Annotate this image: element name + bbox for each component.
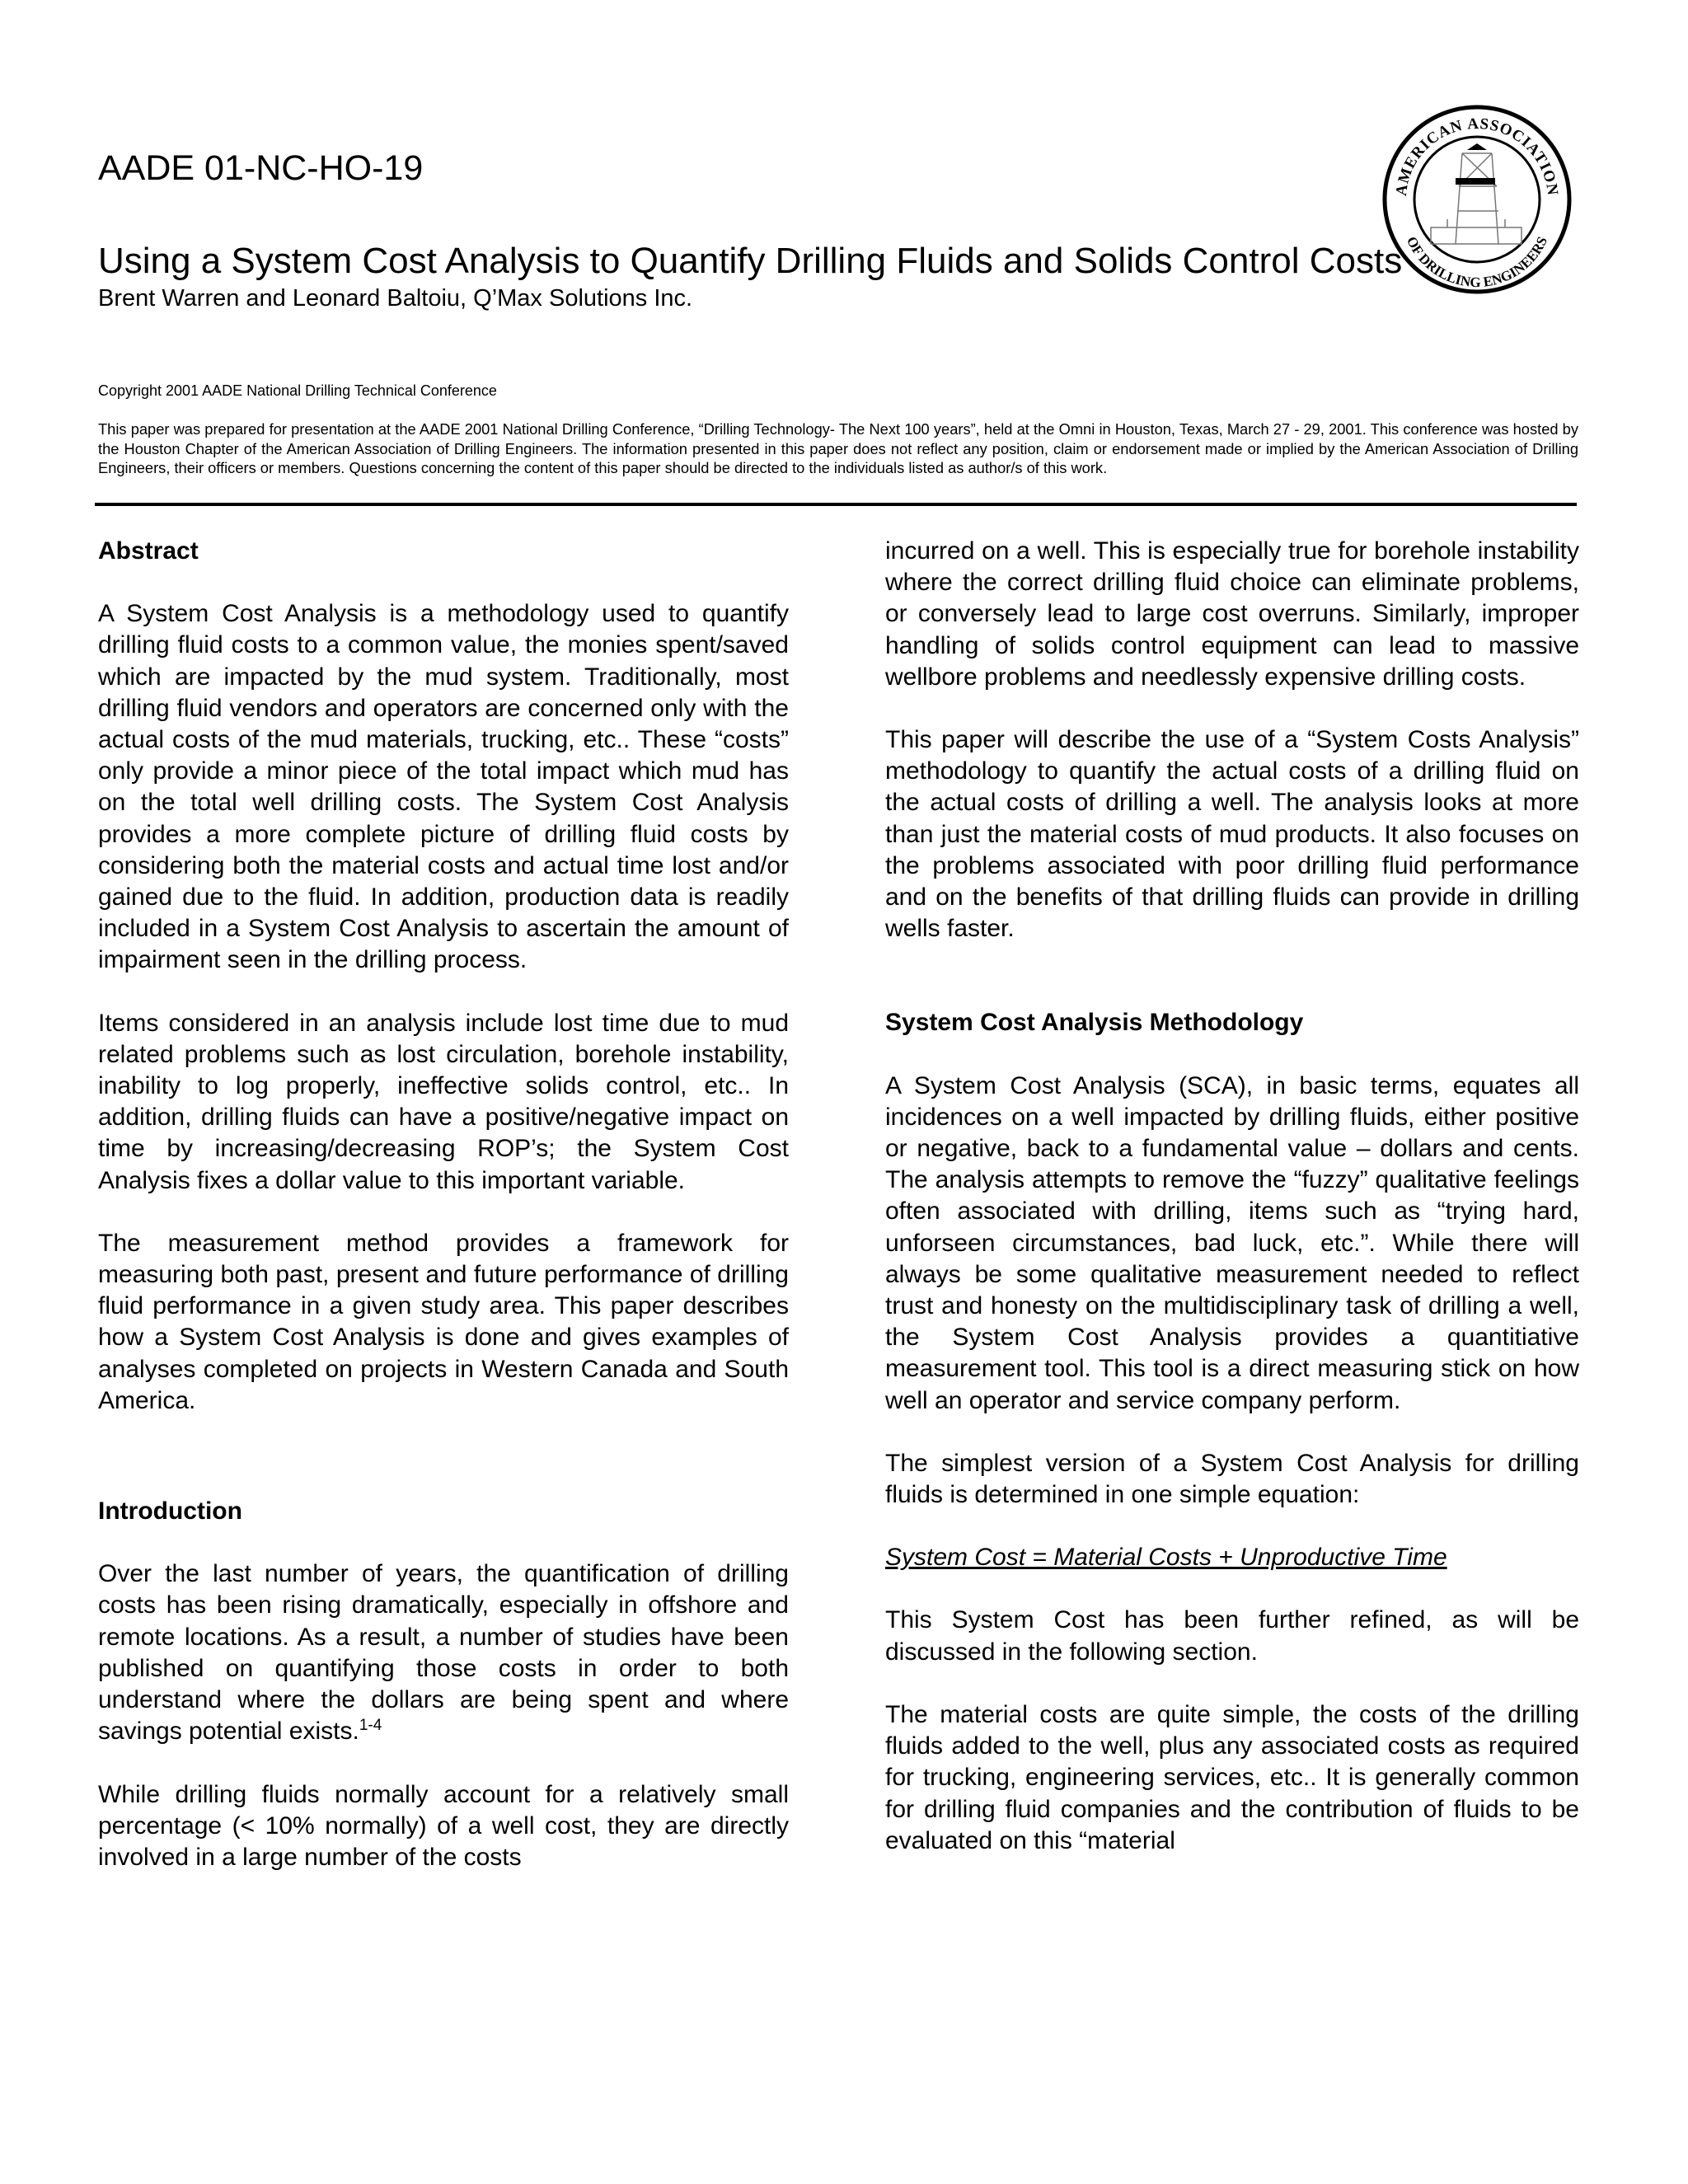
reference-superscript: 1-4: [359, 1717, 382, 1735]
left-column: [98, 536, 789, 1873]
header-divider: [95, 503, 1577, 506]
introduction-paragraph: [98, 1558, 789, 1747]
system-cost-equation: System Cost = Material Costs + Unproductive Time: [885, 1544, 1447, 1572]
abstract-paragraph: Items considered in an analysis include lost time due to mud related problems such as lost circulation, borehole instability, inability to log properly, ineffective solids control, etc.. In addition, drilling fluids can have a positive/negative impact on time by increasing/decreasing ROP’s; the System Cost Analysis fixes a dollar value to this important variable.: [98, 1009, 789, 1194]
svg-text:OF DRILLING ENGINEERS: OF DRILLING ENGINEERS: [1403, 234, 1551, 291]
body-paragraph: incurred on a well. This is especially true for borehole instability where the correct drilling fluid choice can eliminate problems, or conversely lead to large cost overruns. Similarly, improper handling of solids control equipment can lead to massive wellbore problems and needlessly expensive drilling costs.: [885, 537, 1579, 691]
introduction-heading: Introduction: [98, 1497, 242, 1526]
abstract-paragraph: A System Cost Analysis is a methodology used to quantify drilling fluid costs to a common value, the monies spent/saved which are impacted by the mud system. Traditionally, most drilling fluid vendors and operators are concerned only with the actual costs of the mud materials, trucking, etc.. These “costs” only provide a minor piece of the total impact which mud has on the total well drilling costs. The System Cost Analysis provides a more complete picture of drilling fluid costs by considering both the material costs and actual time lost and/or gained due to the fluid. In addition, production data is readily included in a System Cost Analysis to ascertain the amount of impairment seen in the drilling process.: [98, 600, 789, 974]
introduction-text: Over the last number of years, the quantification of drilling costs has been rising dramatically, especially in offshore and remote locations. As a result, a number of studies have been published on quantifying those costs in order to both understand where the dollars are being spent and where savings potential exists.: [98, 1560, 789, 1746]
introduction-paragraph: While drilling fluids normally account for a relatively small percentage (< 10% normally) of a well cost, they are directly involved in a large number of the costs: [98, 1780, 789, 1871]
body-paragraph: This System Cost has been further refined, as will be discussed in the following section.: [885, 1606, 1579, 1666]
methodology-heading: System Cost Analysis Methodology: [885, 1009, 1304, 1037]
abstract-heading: Abstract: [98, 537, 199, 565]
copyright: Copyright 2001 AADE National Drilling Technical Conference: [98, 382, 497, 399]
right-column: [885, 536, 1579, 1857]
abstract-paragraph: The measurement method provides a framework for measuring both past, present and future performance of drilling fluid performance in a given study area. This paper describes how a System Cost Analysis is done and gives examples of analyses completed on projects in Western Canada and South America.: [98, 1229, 789, 1414]
body-paragraph: This paper will describe the use of a “System Costs Analysis” methodology to quantify the actual costs of a drilling fluid on the actual costs of drilling a well. The analysis looks at more than just the material costs of mud products. It also focuses on the problems associated with poor drilling fluid performance and on the benefits of that drilling fluids can provide in drilling wells faster.: [885, 726, 1579, 943]
aade-logo: [1381, 104, 1573, 295]
body-paragraph: The simplest version of a System Cost Analysis for drilling fluids is determined in one simple equation:: [885, 1449, 1579, 1509]
body-paragraph: The material costs are quite simple, the costs of the drilling fluids added to the well, plus any associated costs as required for trucking, engineering services, etc.. It is generally common for drilling fluid companies and the contribution of fluids to be evaluated on this “material: [885, 1700, 1579, 1854]
svg-text:AMERICAN ASSOCIATION: AMERICAN ASSOCIATION: [1392, 115, 1562, 197]
drilling-rig-icon: [1431, 153, 1522, 244]
conference-notice: This paper was prepared for presentation at the AADE 2001 National Drilling Conference, “Drilling Technology- The Next 100 years”, held at the Omni in Houston, Texas, March 27 - 29, 2001. This conference was hosted by the Houston Chapter of the American Association of Drilling Engineers. The information presented in this paper does not reflect any position, claim or endorsement made or implied by the American Association of Drilling Engineers, their officers or members. Questions concerning the content of this paper should be directed to the individuals listed as author/s of this work.: [98, 420, 1578, 476]
paper-code: AADE 01-NC-HO-19: [98, 148, 424, 188]
body-paragraph: A System Cost Analysis (SCA), in basic terms, equates all incidences on a well impacted by drilling fluids, either positive or negative, back to a fundamental value – dollars and cents. The analysis attempts to remove the “fuzzy” qualitative feelings often associated with drilling, items such as “trying hard, unforseen circumstances, bad luck, etc.”. While there will always be some qualitative measurement needed to reflect trust and honesty on the multidisciplinary task of drilling a well, the System Cost Analysis provides a quantitiative measurement tool. This tool is a direct measuring stick on how well an operator and service company perform.: [885, 1071, 1579, 1414]
paper-title: Using a System Cost Analysis to Quantify Drilling Fluids and Solids Control Costs: [98, 241, 1403, 281]
authors: Brent Warren and Leonard Baltoiu, Q’Max Solutions Inc.: [98, 285, 693, 312]
